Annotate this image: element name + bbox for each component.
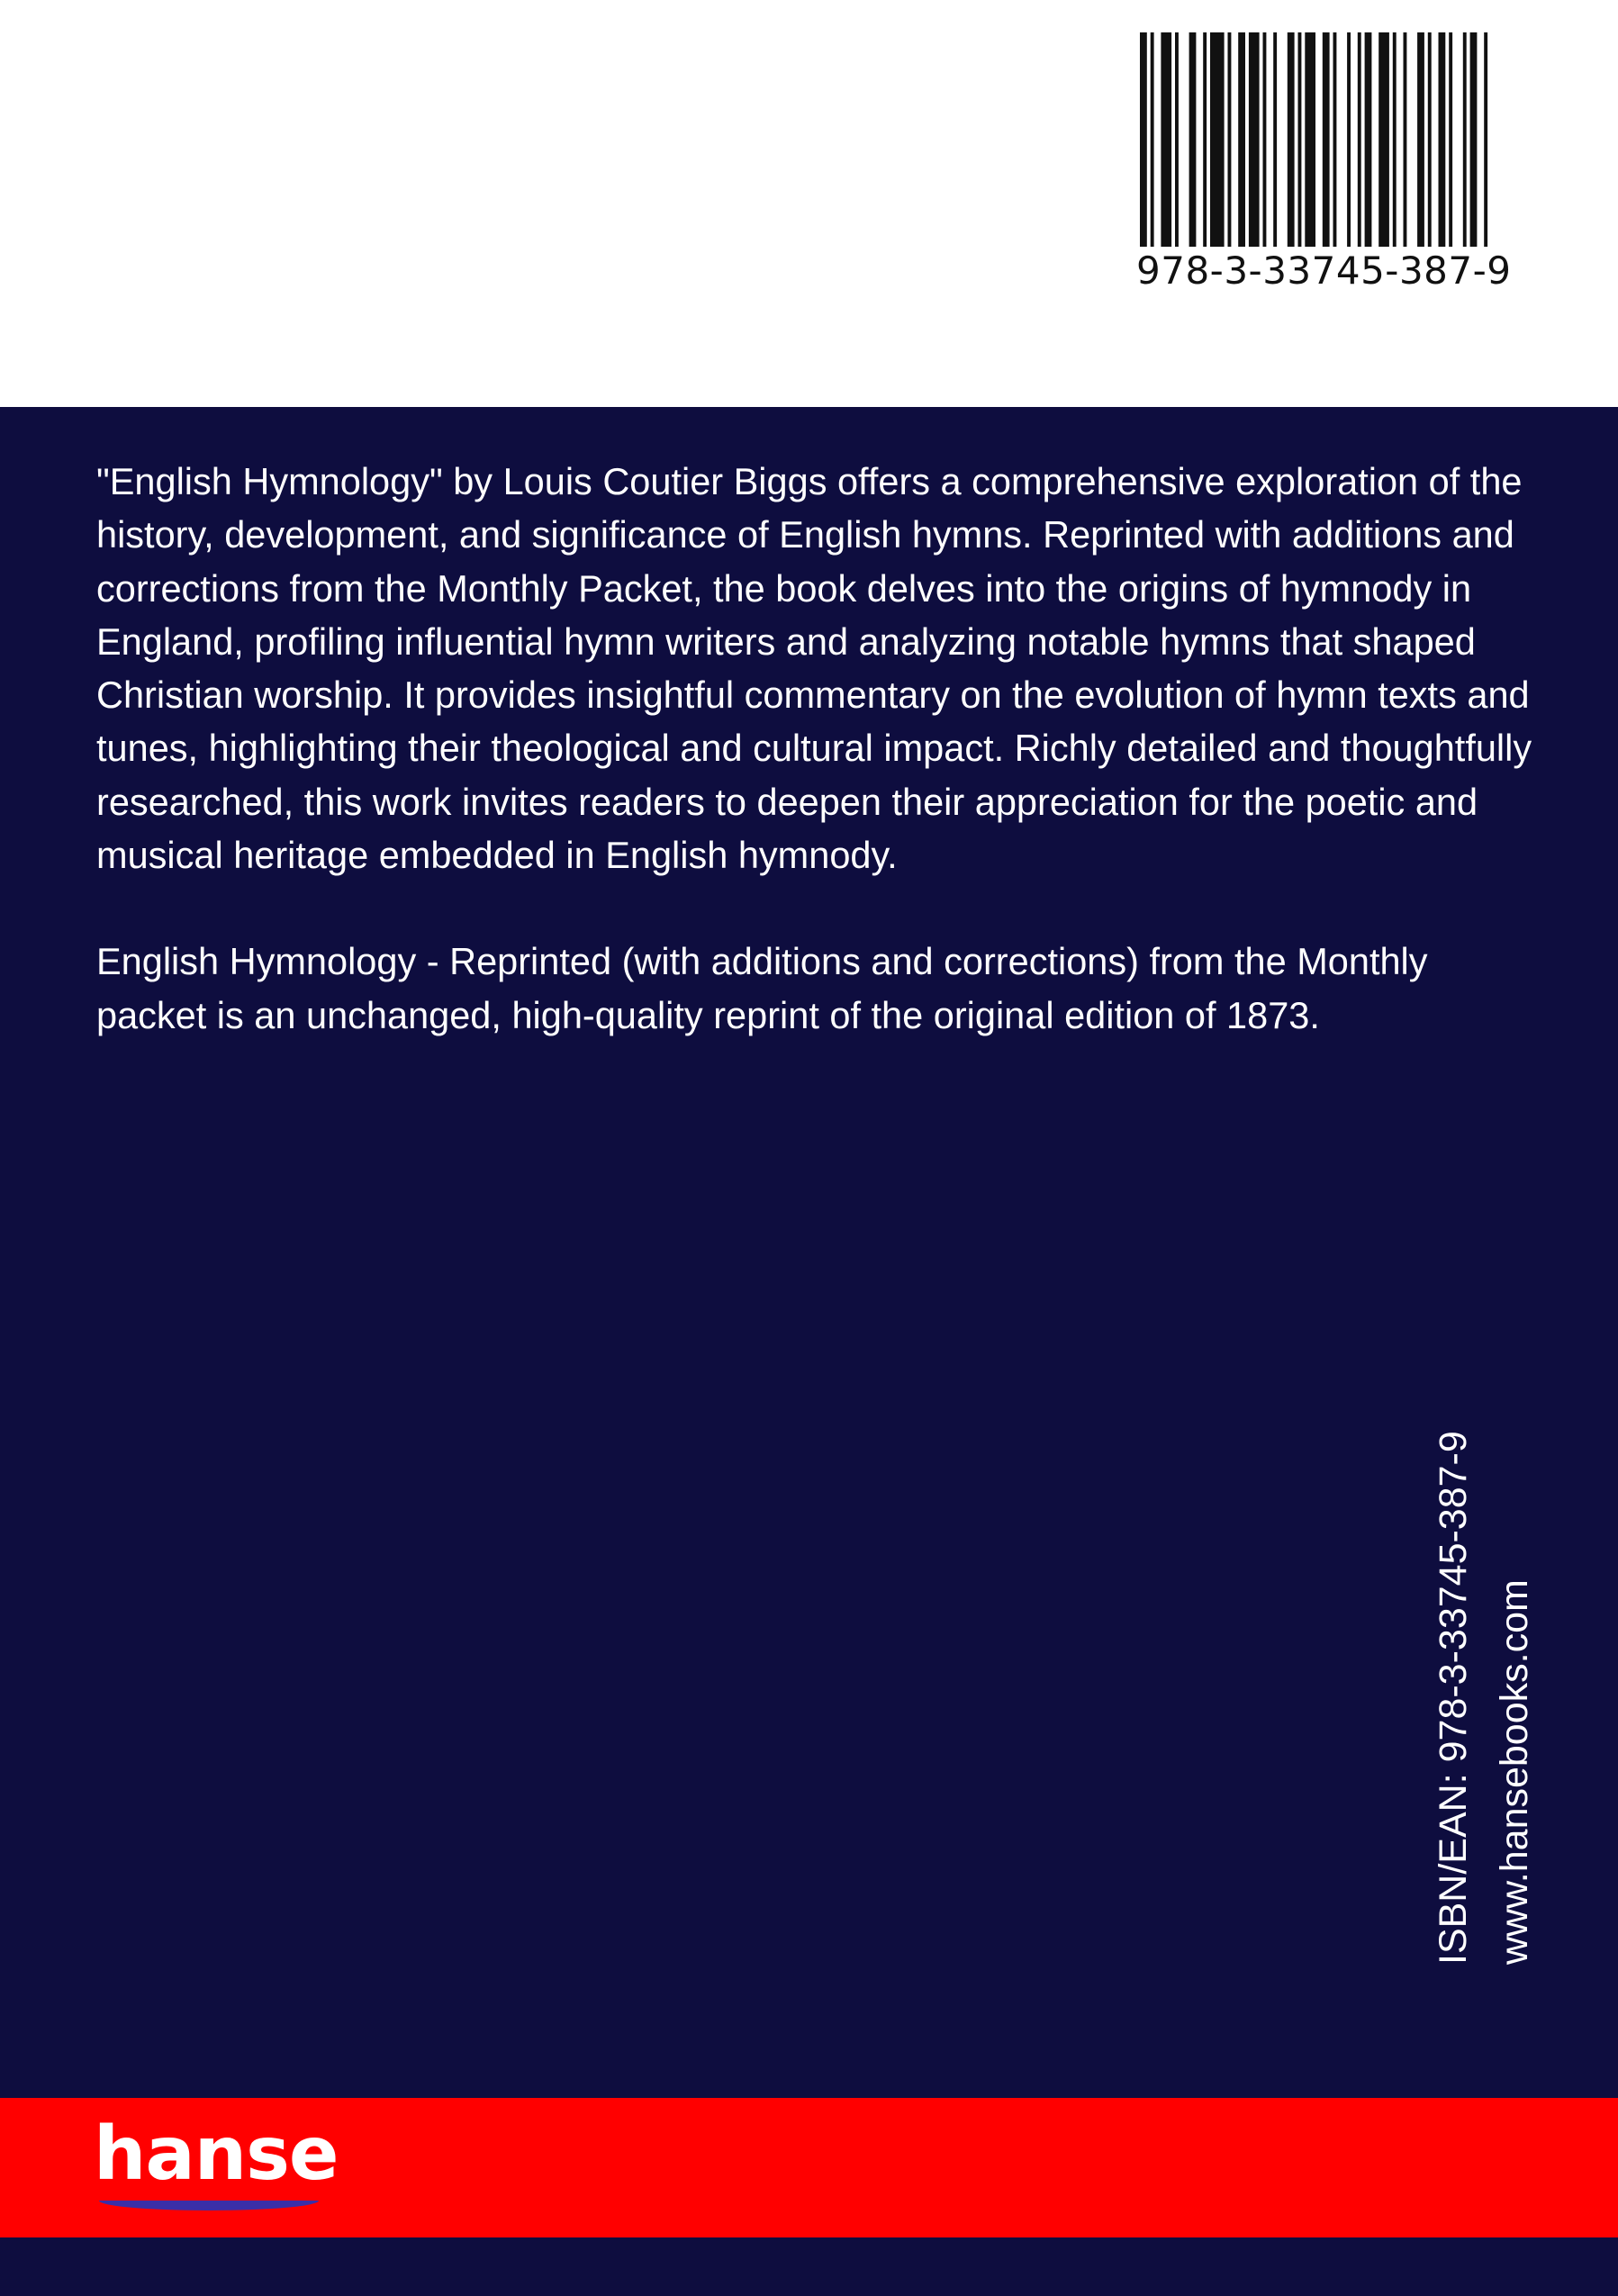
logo-text: hanse: [94, 2111, 339, 2197]
barcode-bars: [1140, 32, 1493, 249]
isbn-text: ISBN/EAN: 978-3-33745-387-9: [1432, 1431, 1475, 1965]
barcode-bar: [1393, 32, 1397, 247]
barcode-bar: [1365, 32, 1372, 247]
barcode-bar: [1161, 32, 1171, 247]
barcode-bar: [1238, 32, 1245, 247]
barcode-bar: [1484, 32, 1487, 247]
barcode-bar: [1470, 32, 1478, 247]
barcode-bar: [1404, 32, 1407, 247]
barcode-bar: [1210, 32, 1225, 247]
barcode-bar: [1305, 32, 1315, 247]
top-white-band: [0, 0, 1618, 407]
barcode-bar: [1298, 32, 1302, 247]
barcode-bar: [1417, 32, 1424, 247]
book-description: [96, 455, 1537, 1042]
barcode-bar: [1463, 32, 1467, 247]
barcode-bar: [1449, 32, 1452, 247]
barcode-bar: [1189, 32, 1197, 247]
barcode-bar: [1151, 32, 1154, 247]
barcode-bar: [1333, 32, 1337, 247]
barcode-bar: [1439, 32, 1446, 247]
description-paragraph-2: English Hymnology - Reprinted (with additions and corrections) from the Monthly packet is an unchanged, high-quality reprint of the original edition of 1873.: [96, 940, 1428, 1036]
barcode-bar: [1175, 32, 1179, 247]
barcode-bar: [1249, 32, 1260, 247]
barcode-bar: [1263, 32, 1267, 247]
website-text: www.hansebooks.com: [1493, 1579, 1536, 1965]
barcode-bar: [1358, 32, 1361, 247]
barcode-bar: [1228, 32, 1232, 247]
barcode-bar: [1273, 32, 1277, 247]
barcode-bar: [1203, 32, 1207, 247]
barcode-bar: [1288, 32, 1295, 247]
spine-text: [1423, 1431, 1545, 1965]
barcode: [1136, 29, 1512, 299]
barcode-bar: [1347, 32, 1351, 247]
barcode-bar: [1378, 32, 1389, 247]
barcode-bar: [1323, 32, 1330, 247]
barcode-number: 978-3-33745-387-9: [1136, 249, 1512, 293]
description-paragraph-1: "English Hymnology" by Louis Coutier Biggs offers a comprehensive exploration of the history, development, and significance of English hymns. Reprinted with additions and corrections from the Monthly Packet, the book delves into the origins of hymnody in England, profiling influential hymn writers and analyzing notable hymns that shaped Christian worship. It provides insightful commentary on the evolution of hymn texts and tunes, highlighting their theological and cultural impact. Richly detailed and thoughtfully researched, this work invites readers to deepen their appreciation for the poetic and musical heritage embedded in English hymnody.: [96, 460, 1532, 877]
barcode-bar: [1140, 32, 1147, 247]
barcode-bar: [1428, 32, 1432, 247]
hanse-logo: [94, 2111, 339, 2219]
